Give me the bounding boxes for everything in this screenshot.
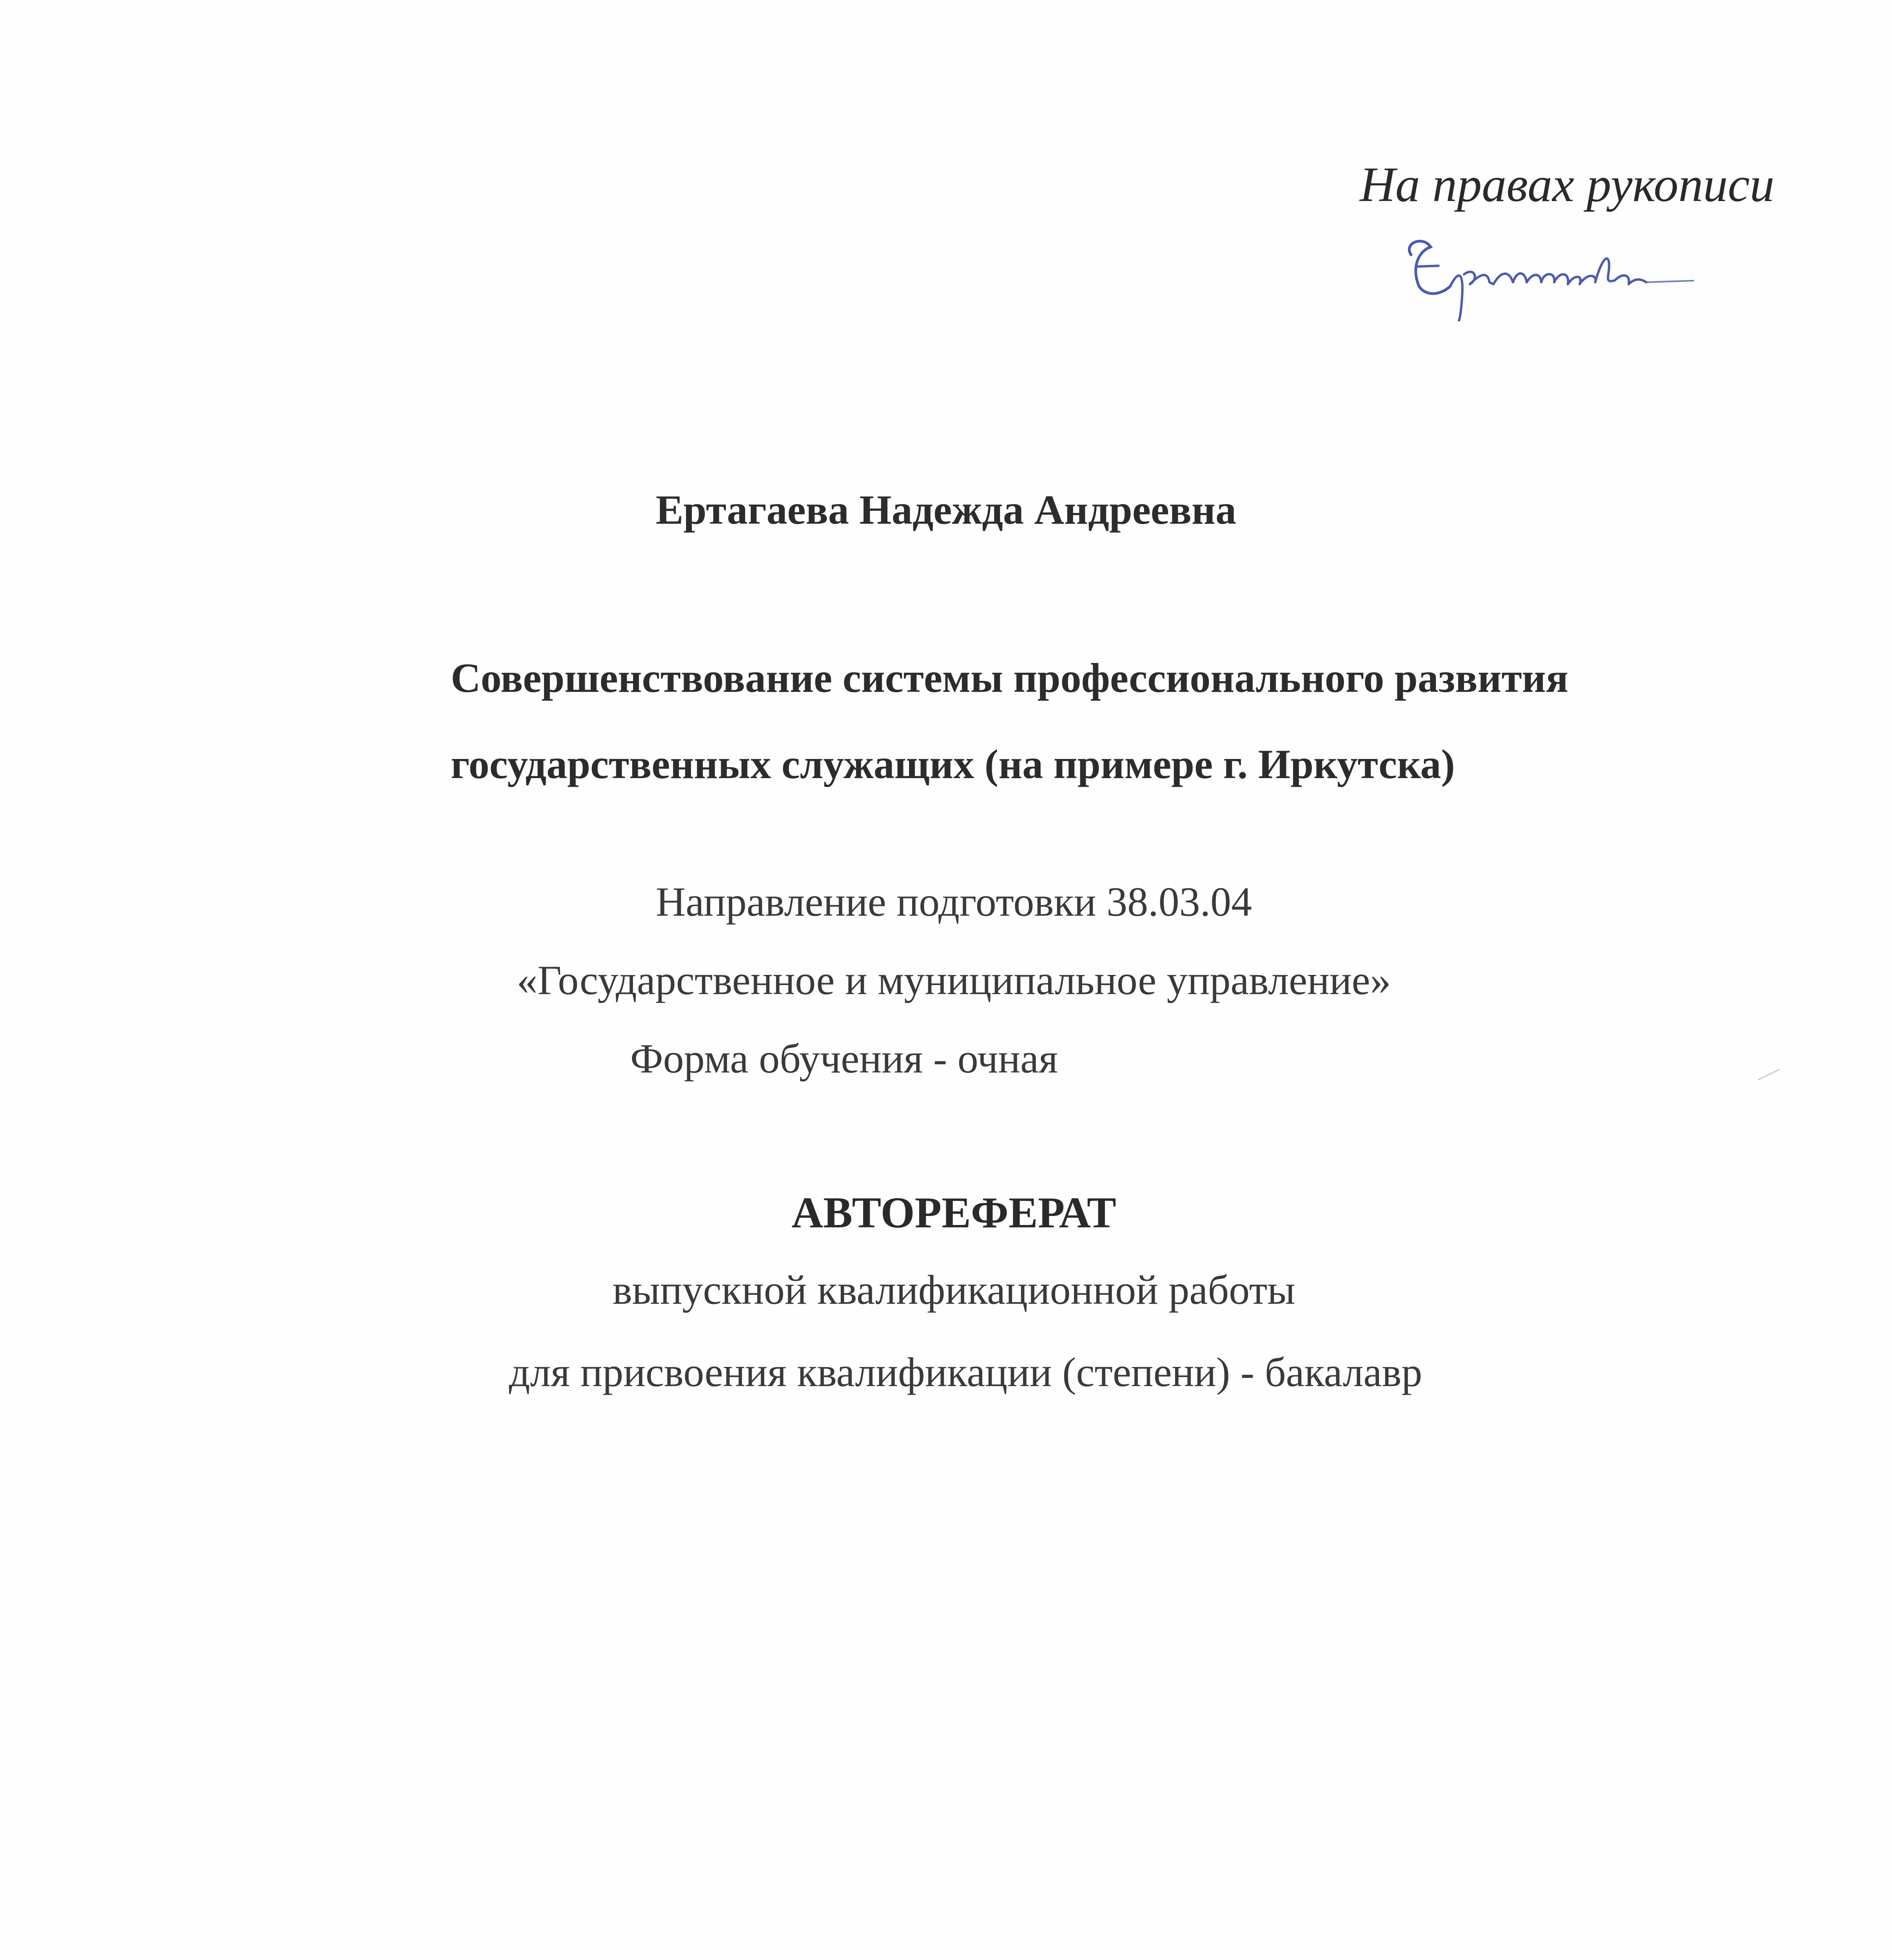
- work-description: выпускной квалификационной работы: [612, 1267, 1295, 1313]
- handwritten-signature: [1395, 220, 1701, 321]
- qualification-line: для присвоения квалификации (степени) - бакалавр: [509, 1349, 1422, 1395]
- program-direction: Направление подготовки 38.03.04: [655, 879, 1252, 925]
- author-name: Ертагаева Надежда Андреевна: [655, 487, 1237, 533]
- thesis-title-line-2: государственных служащих (на примере г. Иркутска): [451, 741, 1455, 787]
- thesis-title: [451, 635, 1568, 808]
- study-form: Форма обучения - очная: [630, 1036, 1058, 1082]
- thesis-title-line-1: Совершенствование системы профессионального развития: [451, 655, 1569, 701]
- scan-mark: [1756, 1066, 1783, 1082]
- program-name: «Государственное и муниципальное управление»: [517, 957, 1391, 1003]
- manuscript-note: На правах рукописи: [1359, 158, 1774, 212]
- document-type-heading: АВТОРЕФЕРАТ: [791, 1189, 1116, 1237]
